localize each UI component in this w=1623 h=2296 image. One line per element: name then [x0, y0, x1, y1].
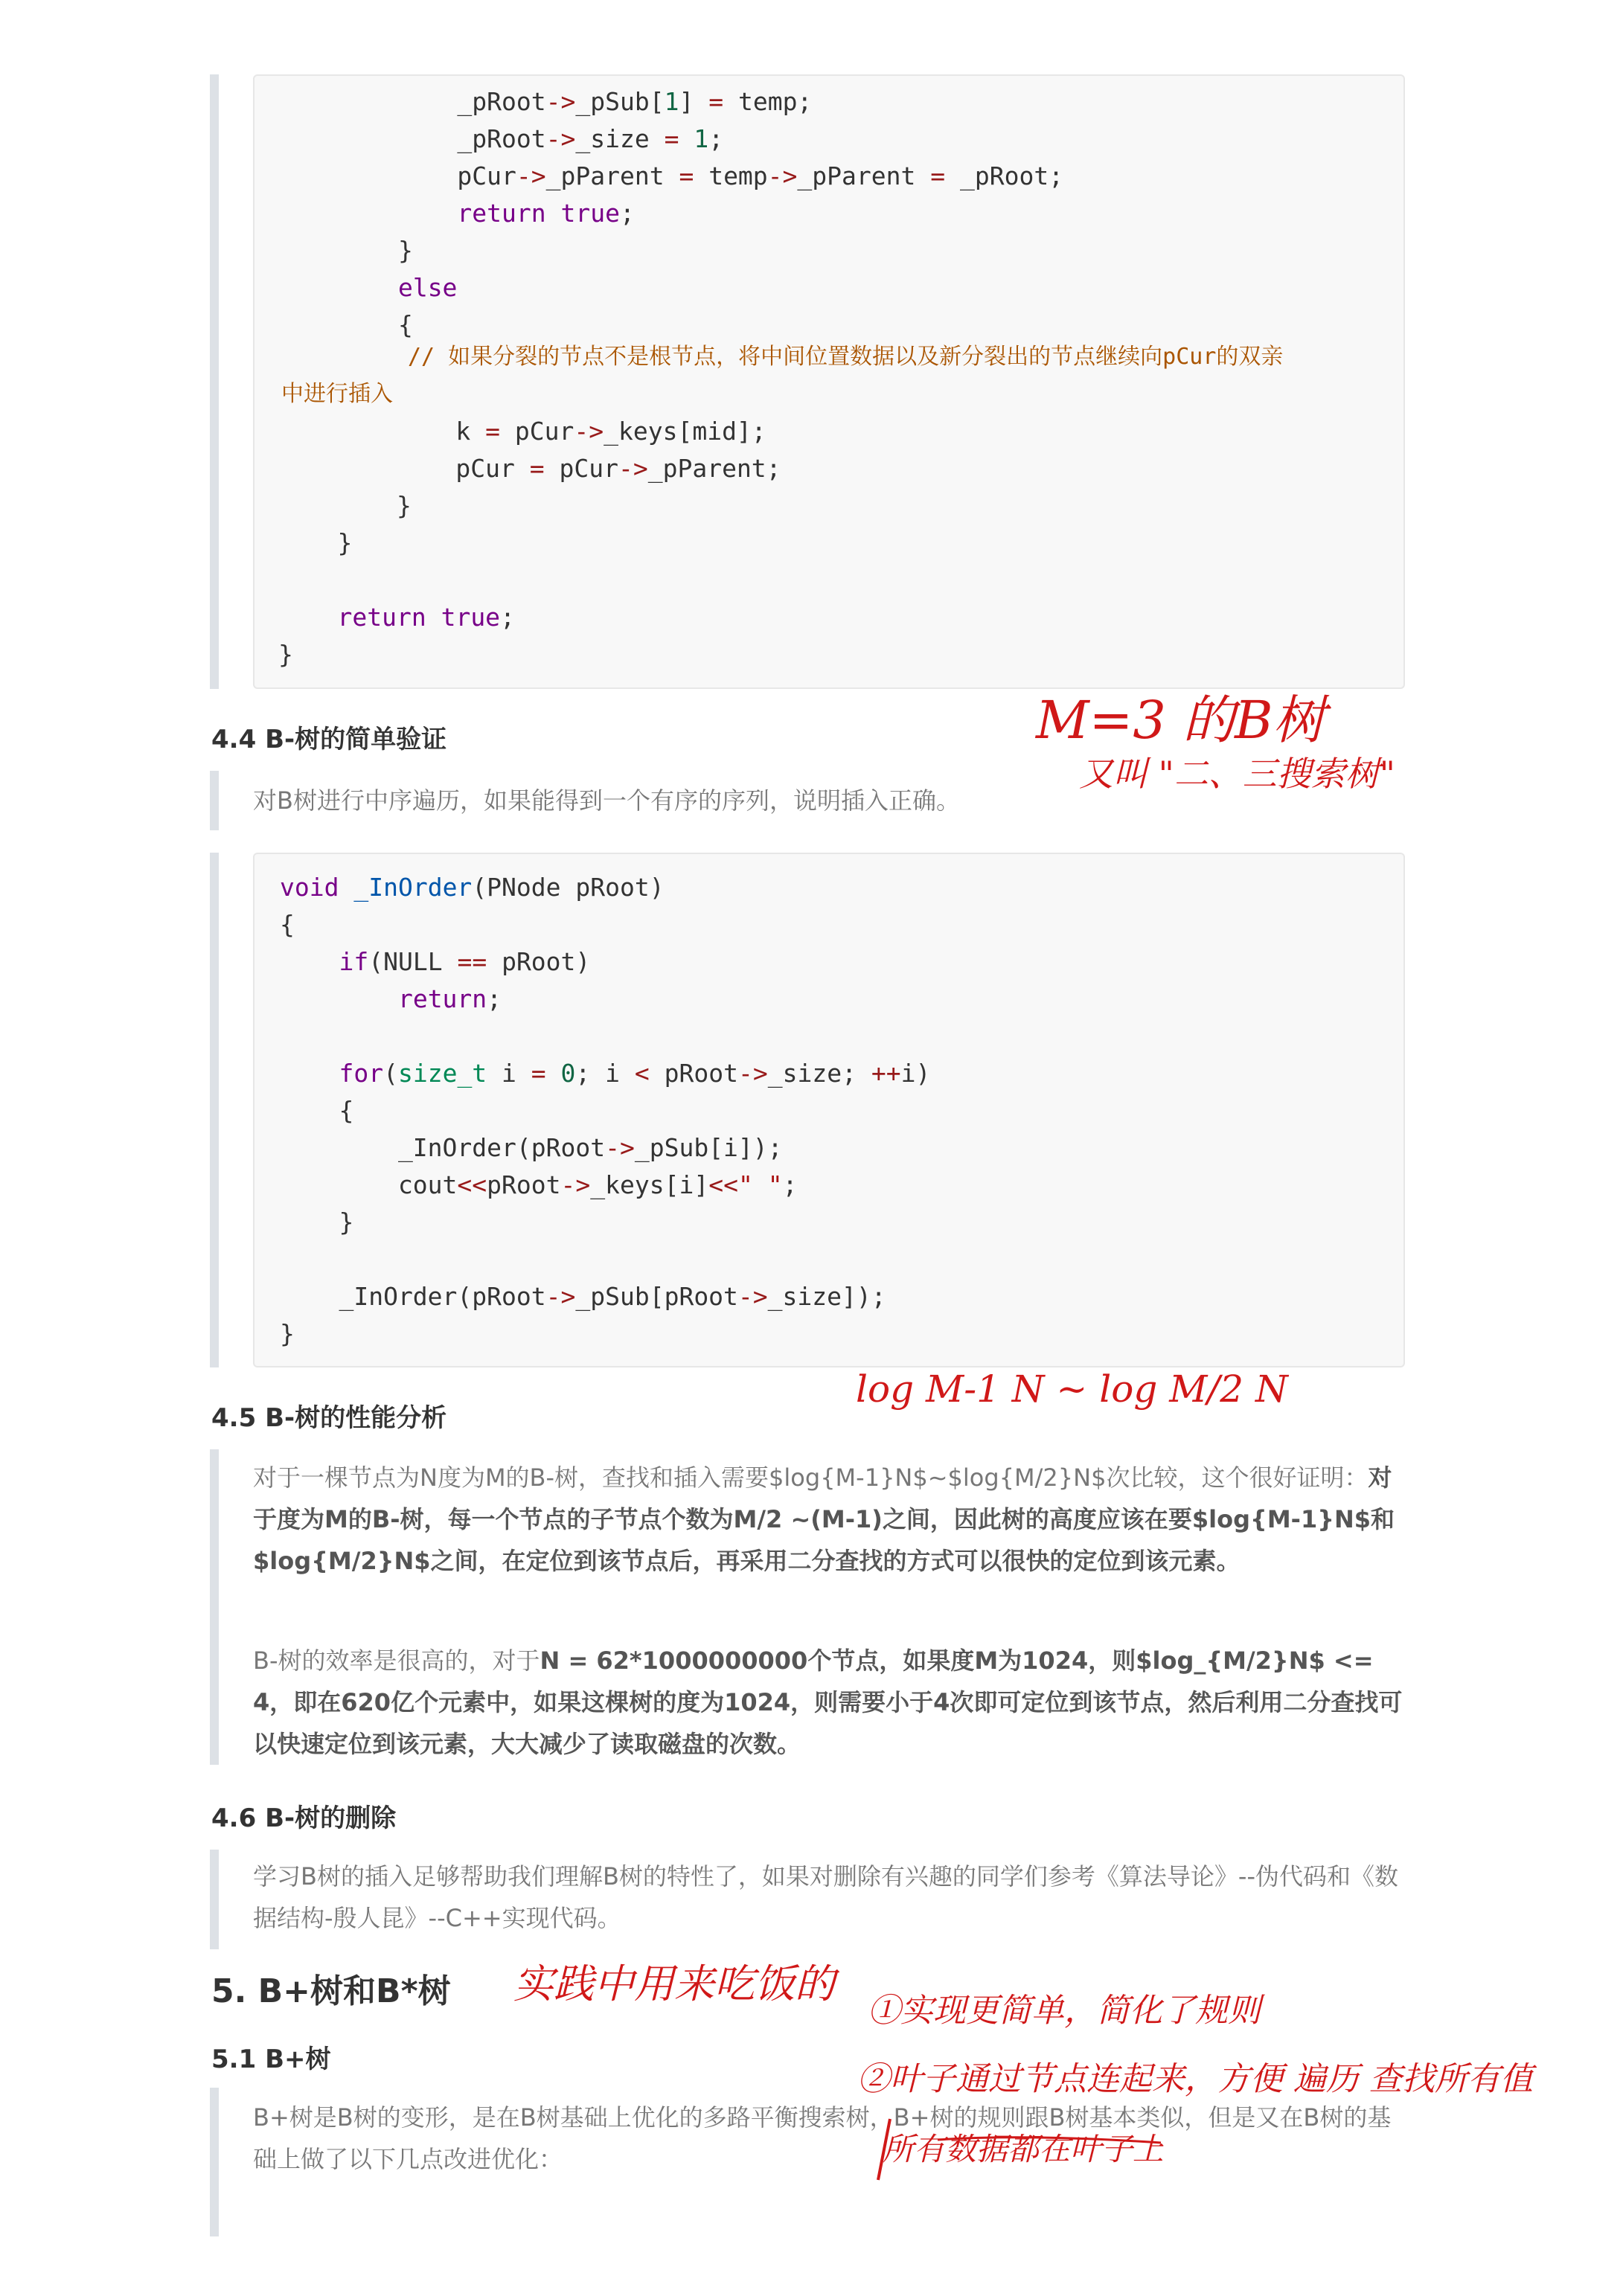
- code-line: }: [278, 491, 412, 520]
- heading-4-5: 4.5 B-树的性能分析: [211, 1403, 447, 1433]
- code-line: void _InOrder(PNode pRoot): [280, 873, 665, 902]
- code-line: _InOrder(pRoot->_pSub[pRoot->_size]);: [280, 1282, 886, 1311]
- code-line: _InOrder(pRoot->_pSub[i]);: [280, 1133, 783, 1162]
- handwritten-note-practice: 实践中用来吃饭的: [513, 1960, 835, 2007]
- text-4-6: 学习B树的插入足够帮助我们理解B树的特性了，如果对删除有兴趣的同学们参考《算法导论》--伪代码和《数据结构-殷人昆》--C++实现代码。: [253, 1862, 1399, 1932]
- heading-4-4: 4.4 B-树的简单验证: [211, 725, 447, 754]
- code-block-2-bar: [210, 853, 219, 1367]
- handwritten-note-m3: M=3 的B树: [1036, 690, 1325, 751]
- code-block-1-lines-after: [278, 413, 781, 673]
- code-line: _pRoot->_pSub[1] = temp;: [280, 87, 813, 116]
- code-comment-continued: 中进行插入: [281, 381, 393, 407]
- code-line: return true;: [457, 199, 635, 228]
- code-comment: // 如果分裂的节点不是根节点，将中间位置数据以及新分裂出的节点继续向pCur的双亲: [408, 344, 1284, 370]
- code-line: _pRoot->_size = 1;: [280, 124, 724, 153]
- quote-bar-4-4: [210, 771, 219, 830]
- code-line: pCur->_pParent = temp->_pParent = _pRoot;: [280, 161, 1064, 190]
- handwritten-note-23tree: 又叫 "二、三搜索树": [1079, 754, 1395, 794]
- code-block-2-lines: [280, 869, 930, 1353]
- code-line: }: [278, 640, 293, 669]
- heading-5-1: 5.1 B+树: [211, 2045, 331, 2074]
- text-4-4: 对B树进行中序遍历，如果能得到一个有序的序列，说明插入正确。: [253, 786, 960, 815]
- quote-bar-4-5: [210, 1449, 219, 1765]
- heading-5: 5. B+树和B*树: [211, 1972, 451, 2010]
- heading-4-6: 4.6 B-树的删除: [211, 1803, 397, 1833]
- text-4-5-p1-plain: 对于一棵节点为N度为M的B-树，查找和插入需要$log{M-1}N$~$log{M/2}N$次比较，这个很好证明：: [253, 1463, 1368, 1492]
- quote-bar-4-6: [210, 1850, 219, 1949]
- code-line: {: [280, 910, 295, 939]
- code-line: }: [280, 1208, 354, 1237]
- code-line: }: [280, 1319, 295, 1348]
- handwritten-note-simpler: ①实现更简单，简化了规则: [868, 1992, 1261, 2030]
- handwritten-note-log: log M-1 N ~ log M/2 N: [856, 1367, 1288, 1411]
- handwritten-note-data-in-leaves: 所有数据都在叶子上: [883, 2131, 1165, 2167]
- handwritten-note-leaves-linked: ②叶子通过节点连起来，方便 遍历 查找所有值: [857, 2060, 1533, 2098]
- code-line: {: [280, 1096, 354, 1125]
- code-line: {: [280, 310, 413, 339]
- code-line: return true;: [337, 603, 515, 632]
- text-4-5-p1-bold: 对于度为M的B-树，每一个节点的子节点个数为M/2 ~(M-1)之间，因此树的高度应该在要$log{M-1}N$和$log{M/2}N$之间，在定位到该节点后，再采用二分查找的方式可以很快的定位到该元素。: [253, 1463, 1395, 1575]
- code-line: k = pCur->_keys[mid];: [278, 417, 766, 446]
- quote-bar-5-1: [210, 2088, 219, 2236]
- text-4-5-p1: [253, 1457, 1406, 1582]
- code-line: return;: [397, 984, 502, 1013]
- code-block-2: [253, 853, 1405, 1367]
- code-line: }: [278, 528, 353, 557]
- text-4-5-p2: [253, 1640, 1406, 1765]
- code-line: }: [280, 236, 413, 265]
- text-4-5-p2-bold: N = 62*1000000000个节点，如果度M为1024，则$log_{M/2}N$ <= 4，即在620亿个元素中，如果这棵树的度为1024，则需要小于4次即可定位到该节点，然后利用二分查找可以快速定位到该元素，大大减少了读取磁盘的次数。: [253, 1646, 1403, 1758]
- code-line: if(NULL == pRoot): [339, 947, 591, 976]
- text-5-1: B+树是B树的变形，是在B树基础上优化的多路平衡搜索树，B+树的规则跟B树基本类似，但是又在B树的基础上做了以下几点改进优化：: [253, 2103, 1392, 2173]
- code-line: for(size_t i = 0; i < pRoot->_size; ++i): [339, 1059, 931, 1088]
- code-block-1-lines: [280, 83, 1063, 344]
- code-line: pCur = pCur->_pParent;: [278, 454, 781, 483]
- code-block-1-bar: [210, 74, 219, 689]
- text-4-5-p2-plain: B-树的效率是很高的，对于: [253, 1646, 540, 1675]
- code-line: cout<<pRoot->_keys[i]<<" ";: [280, 1170, 798, 1199]
- code-line: else: [397, 273, 458, 302]
